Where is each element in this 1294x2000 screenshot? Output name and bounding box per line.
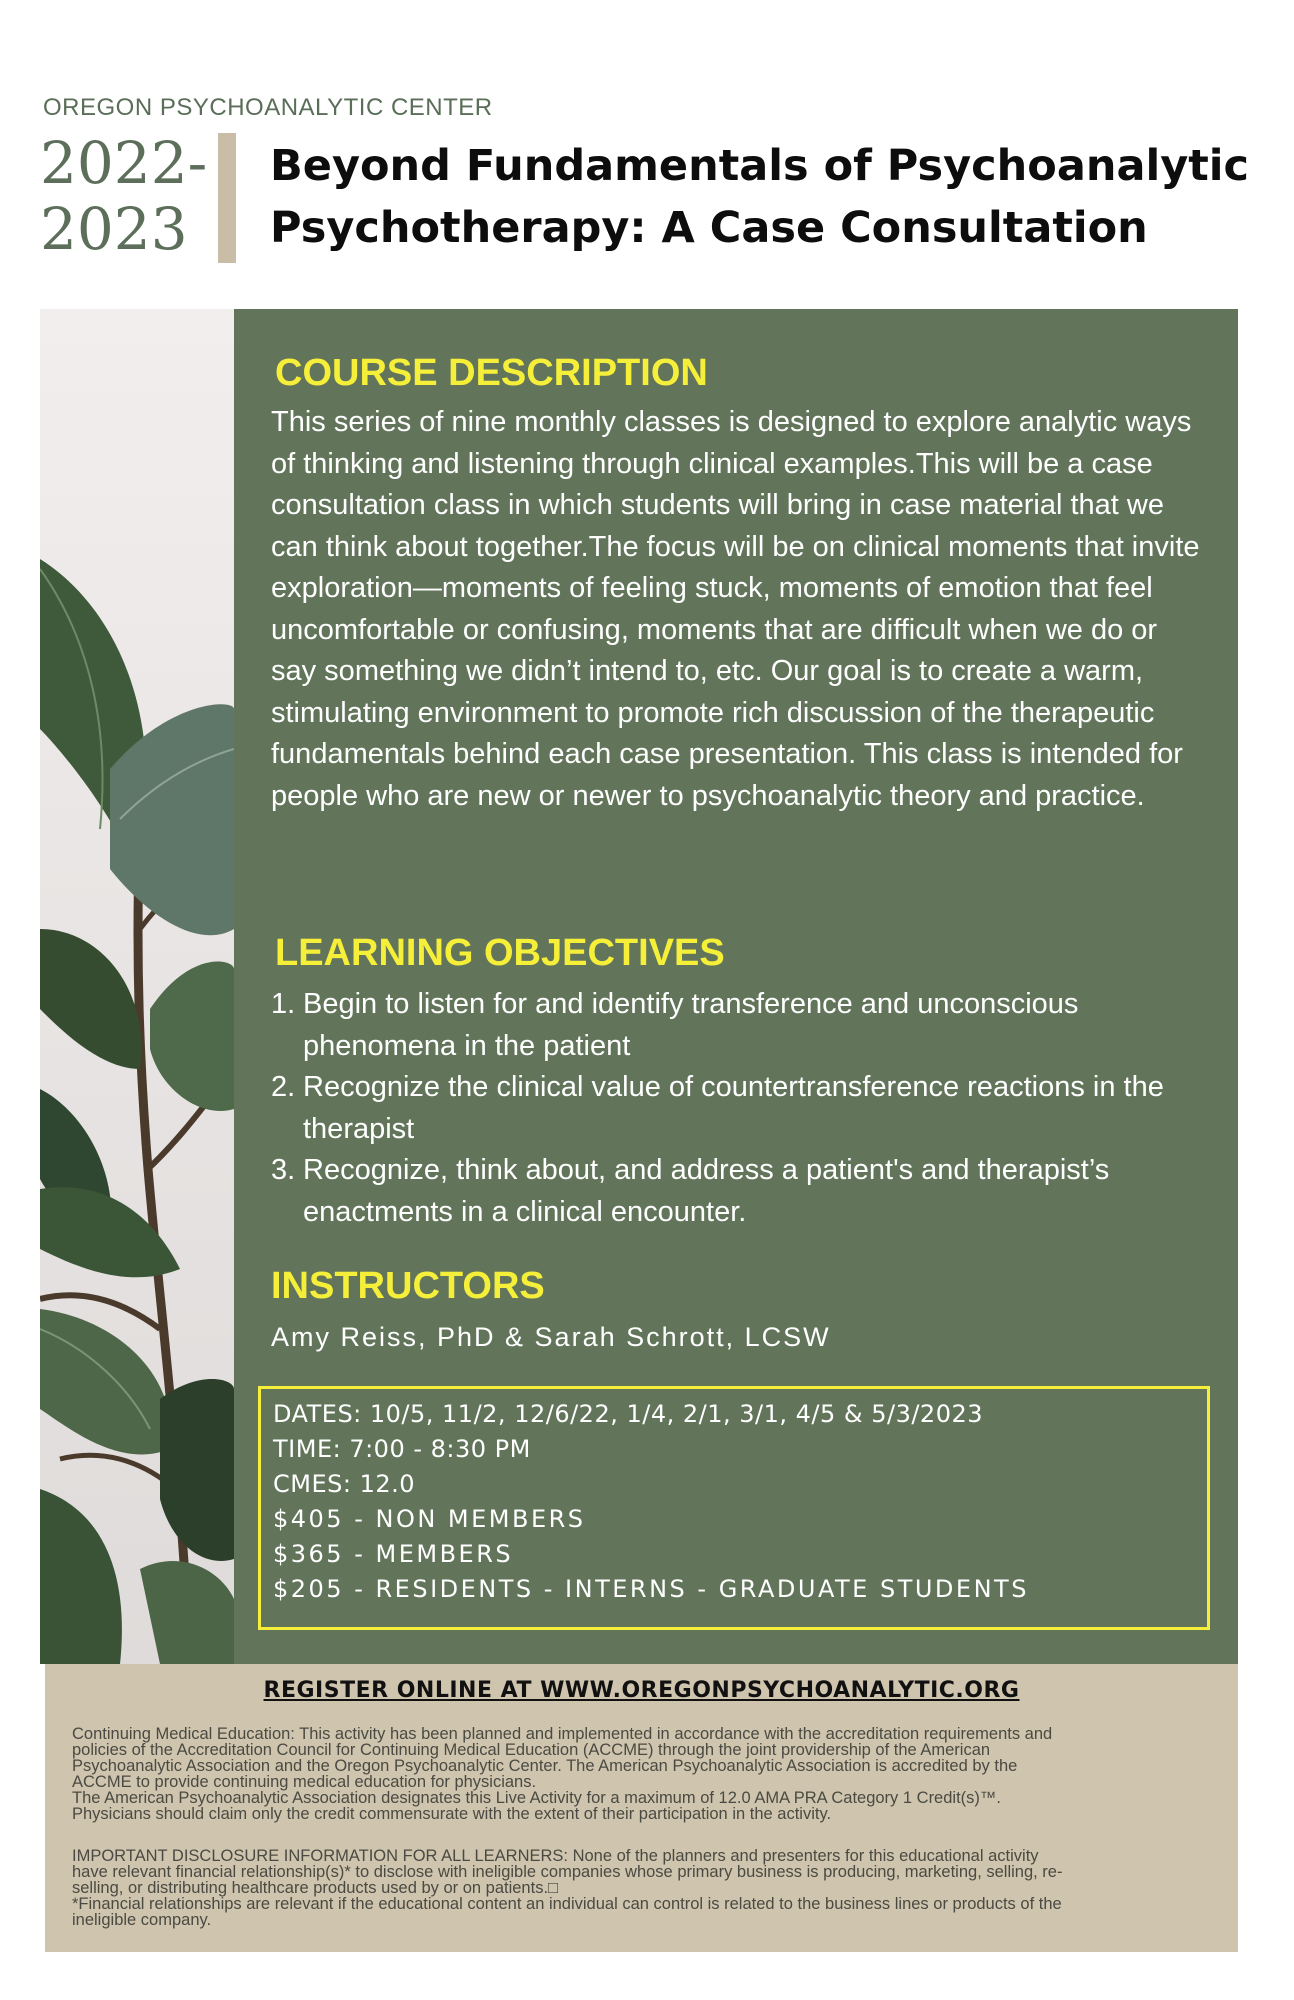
objective-text: Recognize, think about, and address a patient's and therapist’s enactments in a clinical encounter. (303, 1154, 1110, 1228)
price-students: $205 - RESIDENTS - INTERNS - GRADUATE STUDENTS (273, 1575, 1029, 1603)
cme-line: Physicians should claim only the credit commensurate with the extent of their participation in the activity. (72, 1805, 832, 1823)
year-label (40, 130, 207, 262)
time-line: TIME: 7:00 - 8:30 PM (273, 1435, 531, 1463)
objective-item (271, 1067, 1211, 1150)
disclosure-line: selling, or distributing healthcare products used by or on patients.□ (72, 1879, 558, 1897)
register-link[interactable]: REGISTER ONLINE AT WWW.OREGONPSYCHOANALYTIC.ORG (263, 1678, 1020, 1703)
plant-illustration (40, 309, 234, 1664)
cme-line: The American Psychoanalytic Association designates this Live Activity for a maximum of 12.0 AMA PRA Category 1 Credit(s)™. (72, 1789, 1001, 1807)
instructor-names: Amy Reiss, PhD & Sarah Schrott, LCSW (271, 1322, 831, 1352)
disclosure-line: ineligible company. (72, 1911, 212, 1929)
cme-statement (72, 1726, 1227, 1822)
learning-objectives-heading: LEARNING OBJECTIVES (275, 932, 725, 974)
instructors-heading: INSTRUCTORS (271, 1265, 545, 1307)
cmes-line: CMES: 12.0 (273, 1470, 416, 1498)
cme-line: ACCME to provide continuing medical education for physicians. (72, 1773, 537, 1791)
org-name: OREGON PSYCHOANALYTIC CENTER (43, 94, 493, 121)
year-line-2: 2023 (40, 195, 188, 263)
dates-line: DATES: 10/5, 11/2, 12/6/22, 1/4, 2/1, 3/1, 4/5 & 5/3/2023 (273, 1400, 984, 1428)
cme-line: Psychoanalytic Association and the Oregon Psychoanalytic Center. The American Psychoanalytic Association is accredited by the (72, 1757, 1018, 1775)
cme-line: Continuing Medical Education: This activity has been planned and implemented in accordance with the accreditation requirements and (72, 1725, 1053, 1743)
price-members: $365 - MEMBERS (273, 1540, 514, 1568)
disclosure-line: *Financial relationships are relevant if the educational content an individual can control is related to the business lines or products of the (72, 1895, 1062, 1913)
course-description-heading: COURSE DESCRIPTION (275, 352, 708, 394)
objective-number: 1. (271, 988, 296, 1020)
cme-line: policies of the Accreditation Council for Continuing Medical Education (ACCME) through the joint providership of the American (72, 1741, 991, 1759)
disclosure-line: have relevant financial relationship(s)* to disclose with ineligible companies whose primary business is producing, marketing, selling, re- (72, 1863, 1063, 1881)
title-line-2: Psychotherapy: A Case Consultation (270, 203, 1148, 253)
title-line-1: Beyond Fundamentals of Psychoanalytic (270, 141, 1250, 191)
objective-text: Begin to listen for and identify transference and unconscious phenomena in the patient (303, 988, 1079, 1062)
price-nonmembers: $405 - NON MEMBERS (273, 1505, 586, 1533)
accent-divider (218, 133, 236, 263)
course-details-box (258, 1386, 1210, 1630)
footer (45, 1664, 1238, 1952)
course-description-text: This series of nine monthly classes is designed to explore analytic ways of thinking and listening through clinical examples.This will be a case consultation class in which students will bring in case material that we can think about together.The focus will be on clinical moments that invite exploration—moments of feeling stuck, moments of emotion that feel uncomfortable or confusing, moments that are difficult when we do or say something we didn’t intend to, etc. Our goal is to create a warm, stimulating environment to promote rich discussion of the therapeutic fundamentals behind each case presentation. This class is intended for people who are new or newer to psychoanalytic theory and practice. (271, 406, 1200, 812)
page-title (270, 135, 1270, 259)
year-line-1: 2022- (40, 129, 208, 197)
objective-text: Recognize the clinical value of countertransference reactions in the therapist (303, 1071, 1164, 1145)
objective-item (271, 984, 1211, 1067)
objective-number: 3. (271, 1154, 296, 1186)
objectives-list (271, 984, 1211, 1233)
disclosure-statement (72, 1848, 1227, 1928)
disclosure-line: IMPORTANT DISCLOSURE INFORMATION FOR ALL LEARNERS: None of the planners and presenters for this educational activity (72, 1847, 1039, 1865)
objective-item (271, 1150, 1211, 1233)
plant-image (40, 309, 234, 1664)
objective-number: 2. (271, 1071, 296, 1103)
